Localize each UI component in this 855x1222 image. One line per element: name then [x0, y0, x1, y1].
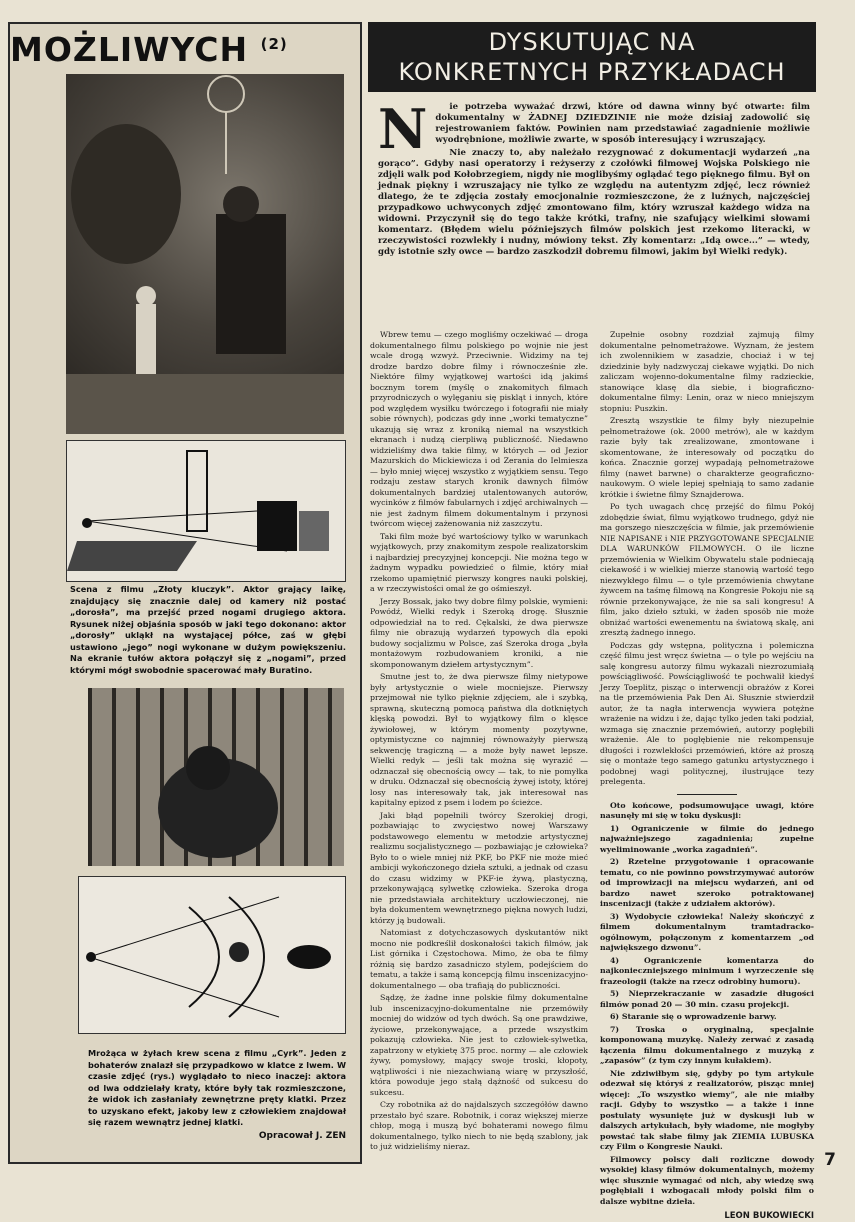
- diagram-golden-key-setup: [66, 440, 346, 582]
- right-paragraph-2: Zresztą wszystkie te filmy były niezupełnie pełnometrażowe (ok. 2000 metrów), ale w każdym razie były tak zrealizowane, zmontowane i skomentowane, że interesowały od początku do końca. Znacznie gorzej wypadają pełnometrażowe filmy (nawet barwne) o charakterze geograficzno-naukowym. O wiele lepiej spełniają to samo zadanie krótkie i świetne filmy Sznajderowa.: [600, 416, 814, 499]
- caption-circus-text: Mrożąca w żyłach krew scena z filmu „Cyrk”. Jeden z bohaterów znalazł się przypadkowo w klatce z lwem. W czasie zdjęć (rys.) wyglądało to nieco inaczej: aktora od lwa oddzielały kraty, które były tak rozmieszczone, że widok ich zasłaniały zewnętrzne pręty klatki. Przez to uzyskano efekt, jakoby lew z człowiekiem znajdował się razem wewnątrz jednej klatki.: [88, 1048, 346, 1127]
- postulate-5: 5) Nieprzekraczanie w zasadzie długości filmów ponad 20 — 30 min. czasu projekcji.: [600, 989, 814, 1009]
- drop-cap: N: [378, 97, 428, 161]
- circus-drawing: [79, 877, 345, 1033]
- caption-golden-key: Scena z filmu „Złoty kluczyk”. Aktor grający laikę, znajdujący się znacznie dalej od kamery niż postać „dorosła”, ma przejść przed nogami drugiego aktora. Rysunek niżej objaśnia sposób w jaki tego dokonano: aktor „dorosły” ukląkł na wystającej półce, zaś w głębi ustawiono „jego” nogi wykonane w dużym powiększeniu. Na ekranie tułów aktora połączył się z „nogami”, przed którymi mógł swobodnie spacerować mały Buratino.: [70, 584, 346, 675]
- photo-figures: [66, 74, 344, 434]
- postulate-1: 1) Ograniczenie w filmie do jednego najważniejszego zagadnienia; zupełne wyeliminowanie „worka zagadnień”.: [600, 823, 814, 854]
- mid-paragraph-3: Jerzy Bossak, jako twy dobre filmy polskie, wymieni: Powódź, Wielki redyk i Szeroką drogę. Słusznie odpowiedział na to red. Cękalski, że dwa pierwsze filmy nie obrazują wydarzeń typowych dla epoki budowy socjalizmu w Polsce, zaś Szeroka droga „była montażowym rozbudowaniem kroniki, a nie skomponowanym dziełem artystycznym”.: [370, 596, 588, 669]
- banner-line-2: KONKRETNYCH PRZYKŁADACH: [398, 58, 786, 86]
- left-title-text: MOŻLIWYCH: [10, 30, 249, 69]
- right-paragraph-3: Po tych uwagach chcę przejść do filmu Pokój zdobędzie świat, filmu wyjątkowo trudnego, gdyż nie ma gorszego nieszczęścia w filmie, jak przemówienie NIE NAPISANE i NIE PRZYGOTOWANE SPECJALNIE DLA WARUNKÓW FILMOWYCH. O ile liczne przemówienia w Wielkim Obywatelu stale podniecają ciekawość i w wielkiej mierze stanowią wartość tego niezwykłego filmu — o tyle przemówienia chwytane żywcem na taśmę filmową na Kongresie Pokoju nie są równie przekonywające, że nie sa sali kongresu! A film, jako dzieło sztuki, w żaden sposób nie może obniżać wartości ewenementu na światową skalę, ani zresztą żadnego innego.: [600, 502, 814, 637]
- right-paragraph-6: Nie zdziwiłbym się, gdyby po tym artykule odezwał się któryś z realizatorów, pisząc mniej więcej: „To wszystko wiemy”, ale nie miałby racji. Gdyby to wszystko — a także i inne postulaty wysunięte już w dyskusji lub w dalszych artykułach, były wiadome, nie mogłyby powstać tak słabe filmy jak ZIEMIA LUBUSKA czy Film o Kongresie Nauki.: [600, 1068, 814, 1151]
- mid-paragraph-4: Smutne jest to, że dwa pierwsze filmy nietypowe były artystycznie o wiele mocniejsze. Pierwszy przejmował nie tylko pięknie zdjęciem, ale i szybką, sprawną, skuteczną pomocą państwa dla dotkniętych klęską powodzi. Był to wyjątkowy film o klęsce żywiołowej, w którym momenty pozytywne, optymistyczne co najmniej równoważyły pierwszą sekwencję tragiczną — a może były nawet lepsze. Wielki redyk — jeśli tak można się wyrazić — odznaczał się obecnością owcy — tak, to nie pomyłka w druku. Odznaczał się obecnością żywej istoty, której losy nas interesowały tak, jak interesował nas kapitalny epizod z psem i lodem po ścieżce.: [370, 672, 588, 807]
- lead-paragraphs: [378, 97, 810, 322]
- mid-paragraph-2: Taki film może być wartościowy tylko w warunkach wyjątkowych, przy znakomitym zespole realizatorskim i najbardziej precyzyjnej koncepcji. Nie można tego w żadnym wypadku powiedzieć o filmie, który miał rzekomo upamiętnić pierwszy kongres nauki polskiej, a w rzeczywistości omal że go ośmieszył.: [370, 531, 588, 593]
- right-paragraph-1: Zupełnie osobny rozdział zajmują filmy dokumentalne pełnometrażowe. Wyznam, że jestem ich zwolennikiem w zasadzie, chociaż i w tej dziedzinie były nadzwyczaj ciekawe wyjątki. Do nich zaliczam wojenno-dokumentalne filmy radzieckie, stanowiące klasę dla siebie, i biograficzno-dokumentalne filmy: Lenin, oraz w nieco mniejszym stopniu: Puszkin.: [600, 330, 814, 413]
- mid-paragraph-8: Czy robotnika aż do najdalszych szczegółów dawno przestało być szare. Robotnik, i coraz większej mierze chłop, mogą i muszą być bohaterami nowego filmu dokumentalnego, tylko niech to nie będą szablony, jak to już widzieliśmy nieraz.: [370, 1100, 588, 1151]
- middle-text-column: [370, 330, 588, 1151]
- photo-golden-key-scene: [66, 74, 344, 434]
- author-signature: LEON BUKOWIECKI: [724, 1211, 814, 1221]
- mid-paragraph-5: Jaki błąd popełnili twórcy Szerokiej drogi, pozbawiając to zwycięstwo nowej Warszawy podstawowego elementu w metodzie artystycznej realizmu socjalistycznego — pozbawiając je człowieka? Było to o wiele mniej niż PKF, bo PKF nie może mieć ambicji wykończonego dzieła sztuki, a jednak od czasu do czasu widzimy w PKF-ie żywą, plastyczną, przekonywającą sylwetkę człowieka. Szeroka droga nie przedstawiała architektury uczłowieczonej, nie była dokumentem wewnętrznego piękna nowych ludzi, którzy ją budowali.: [370, 810, 588, 925]
- mid-paragraph-1: Wbrew temu — czego mogliśmy oczekiwać — droga dokumentalnego filmu polskiego po wojnie nie jest wcale drogą wzwyż. Przeciwnie. Widzimy na tej drodze bardzo dobre filmy i równocześnie złe. Niektóre filmy wyjątkowej wartości idą jakimś bocznym torem (myślę o znakomitych filmach przyrodniczych o wylęganiu się piskląt i innych, które pod względem wysiłku twórczego i fotografii nie miały sobie równych), podczas gdy inne „worki tematyczne” ukazują się wraz z kroniką niemal na wszystkich ekranach i nudzą cierpliwą publiczność. Niedawno widzieliśmy dwa takie filmy, w których — od Jezior Mazurskich do Mickiewicza i od Zerania do Ielmiesza — było mniej więcej wszystko z wyjątkiem sensu. Tego rodzaju zestaw starych kronik dawnych filmów dokumentalnych bardziej utalentowanych autorów, wycinków z filmów fabularnych i zdjęć archiwalnych — nie jest żadnym filmem dokumentalnym i przynosi twórcom więcej zażenowania niż zaszczytu.: [370, 330, 588, 528]
- postulate-3: 3) Wydobycie człowieka! Należy skończyć z filmem dokumentalnym tramtadracko-ogólnowym, połączonym z komentarzem „od największego dzwonu”.: [600, 911, 814, 952]
- postulate-2: 2) Rzetelne przygotowanie i opracowanie tematu, co nie powinno powstrzymywać autorów od improwizacji na miejscu wydarzeń, ani od bardzo nawet szeroko potraktowanej inscenizacji (także z udziałem aktorów).: [600, 857, 814, 908]
- right-text-column: [600, 330, 814, 1221]
- mid-paragraph-7: Sądzę, że żadne inne polskie filmy dokumentalne lub inscenizacyjno-dokumentalne nie przemówiły mocniej do widzów od tych dwóch. Są one prawdziwe, życiowe, przekonywające, a przede wszystkim pokazują człowieka. Nie jest to człowiek-sylwetka, zapatrzony w etykietę 375 proc. normy — ale człowiek żywy, pomysłowy, mający swoje troski, kłopoty, wątpliwości i nie niezachwianą wiarę w przyszłość, która powoduje jego stałą dążność od sukcesu do sukcesu.: [370, 993, 588, 1097]
- mid-paragraph-6: Natomiast z dotychczasowych dyskutantów nikt mocno nie podkreślił doskonałości takich filmów, jak List górnika i Częstochowa. Mimo, że oba te filmy różnią się bardzo zasadniczo stylem, podejściem do tematu, a także i samą koncepcją filmu inscenizacyjno-dokumentalnego — oba trafiają do publiczności.: [370, 928, 588, 990]
- photo-circus-cage: [88, 688, 344, 866]
- postulate-7: 7) Troska o oryginalną, specjalnie komponowaną muzykę. Należy zerwać z zasadą łączenia filmu dokumentalnego z muzyką z „zapasów” (z tym czy innym kułakiem).: [600, 1024, 814, 1065]
- section-divider: [677, 794, 737, 795]
- left-title-suffix: (2): [260, 35, 288, 53]
- lead-paragraph-2: Nie znaczy to, aby należało rezygnować z dokumentacji wydarzeń „na gorąco”. Gdyby nasi operatorzy i reżyserzy z czołówki filmowej Wojska Polskiego nie zdjęli walk pod Kołobrzegiem, nigdy nie moglibyśmy oglądać tego pięknego filmu. Był on jednak piękny i wzruszający nie tylko ze względu na autentyzm zdjęć, lecz również dlatego, że te zdjęcia zostały emocjonalnie rozmieszczone, że z luźnych, najczęściej przypadkowo uchwyconych zdjęć zmontowano film, który wzruszał każdego widza na widowni. Przyczynił się do tego także krótki, trafny, nie szafujący wielkimi słowami komentarz. (Błędem wielu późniejszych filmów polskich jest rzekomo literacki, w rzeczywistości rozwlekły i nudny, mówiony tekst. Zły komentarz: „Idą owce...” — wtedy, gdy istotnie szły owce — bardzo zaszkodził dobremu filmowi, jakim był Wielki redyk).: [378, 148, 810, 257]
- right-paragraph-4: Podczas gdy wstępna, polityczna i polemiczna część filmu jest wręcz świetna — o tyle po wejściu na salę kongresu autorzy filmu wykazali niezrozumiałą powściągliwość. Powściągliwość te pochwalił kiedyś Jerzy Toeplitz, pisząc o interwencji obrażów z Korei na tle przemówienia Pak Den Ai. Słusznie stwierdził autor, że ta nagła interwencja wywiera potężne wrażenie na widzu i że, dając tylko jeden taki podział, wzmaga się znacznie przemówień, autorzy pogłębili wrażenie. Ale to pogłębienie nie rekompensuje długości i rozwlekłości przemówień, które aż proszą się o montaże tego samego gatunku artystycznego i podobnej wagi politycznej, ilustrujące tezy prelegenta.: [600, 640, 814, 786]
- page-number: 7: [824, 1150, 836, 1170]
- article-banner: [368, 22, 816, 92]
- left-title: [10, 30, 355, 70]
- diagram-circus-setup: [78, 876, 346, 1034]
- caption-author: Opracował J. ZEN: [258, 1130, 346, 1141]
- postulate-4: 4) Ograniczenie komentarza do najkonieczniejszego minimum i wyrzeczenie się frazeologii (także na rzecz odrobiny humoru).: [600, 955, 814, 986]
- right-paragraph-7: Filmowcy polscy dali rozliczne dowody wysokiej klasy filmów dokumentalnych, możemy więc słusznie wymagać od nich, aby wiedzę swą pogłębiali i wzbogacali młody polski film o dalsze wybitne dzieła.: [600, 1154, 814, 1206]
- right-paragraph-5: Oto końcowe, podsumowujące uwagi, które nasunęły mi się w toku dyskusji:: [600, 800, 814, 820]
- postulate-6: 6) Staranie się o wprowadzenie barwy.: [610, 1012, 777, 1021]
- setup-drawing: [67, 441, 345, 581]
- banner-line-1: DYSKUTUJĄC NA: [488, 28, 696, 56]
- caption-circus: [88, 1048, 346, 1140]
- lead-paragraph-1: ie potrzeba wyważać drzwi, które od dawna winny być otwarte: film dokumentalny w ŻADNEJ DZIEDZINIE nie może dzisiaj zadowolić się rejestrowaniem faktów. Powinien nam przedstawiać zagadnienie możliwie wyodrębnione, możliwie zwarte, w sposób interesujący i wzruszający.: [435, 102, 810, 145]
- cage-scene: [88, 688, 344, 866]
